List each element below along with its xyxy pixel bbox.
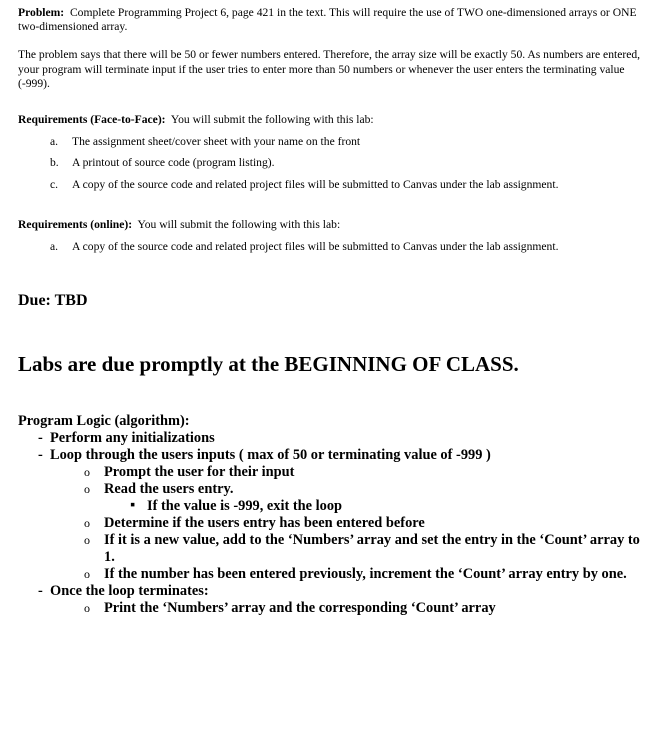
logic-substep-new-value: o If it is a new value, add to the ‘Numbers’ array and set the entry in the ‘Count’ array to 1. [84,532,640,566]
list-marker: c. [50,177,59,191]
list-marker: a. [50,240,59,254]
square-bullet: ▪ [130,497,136,514]
program-logic-title: Program Logic (algorithm): [18,413,190,430]
circle-bullet: o [84,465,90,480]
circle-bullet: o [84,567,90,582]
labs-notice: Labs are due promptly at the BEGINNING OF CLASS. [18,352,519,377]
requirements-f2f-text: You will submit the following with this lab: [170,113,374,127]
problem-text: Complete Programming Project 6, page 421 in the text. This will require the use of TWO one-dimensioned arrays or ONE two-dimensioned array. [18,6,637,34]
logic-substep-previous: o If the number has been entered previously, increment the ‘Count’ array entry by one. [84,566,627,583]
requirements-f2f-section [18,113,648,192]
list-item [18,135,648,149]
problem-paragraph [18,6,648,34]
circle-bullet: o [84,601,90,616]
list-item [18,178,648,192]
circle-bullet: o [84,533,90,548]
due-date: Due: TBD [18,292,88,310]
list-item-text: The assignment sheet/cover sheet with your name on the front [72,135,361,149]
logic-step-loop: - Loop through the users inputs ( max of 50 or terminating value of -999 ) [38,447,491,464]
dash-bullet: - [38,583,43,600]
requirements-online-text: You will submit the following with this lab: [137,217,341,231]
list-item-text: A copy of the source code and related project files will be submitted to Canvas under the lab assignment. [72,177,559,191]
requirements-online-section [18,218,648,254]
document-page [18,6,648,617]
description-paragraph: The problem says that there will be 50 or fewer numbers entered. Therefore, the array size will be exactly 50. As numbers are entered, your program will terminate input if the user tries to enter more than 50 numbers or whenever the user enters the terminating value (-999). [18,48,641,90]
list-item [18,240,648,254]
logic-step-once: - Once the loop terminates: [38,583,209,600]
requirements-online-list [18,240,648,254]
list-marker: a. [50,135,59,149]
requirements-online-heading [18,218,648,232]
list-item [18,156,648,170]
logic-substep-print: o Print the ‘Numbers’ array and the corresponding ‘Count’ array [84,600,496,617]
requirements-f2f-heading [18,113,648,127]
list-item-text: A printout of source code (program listing). [72,156,275,170]
logic-step-initialize: - Perform any initializations [38,430,215,447]
logic-substep-exit: ▪ If the value is -999, exit the loop [130,497,343,515]
dash-bullet: - [38,430,43,447]
program-logic-section [18,413,648,617]
circle-bullet: o [84,516,90,531]
problem-label: Problem: [18,6,65,19]
requirements-f2f-list [18,135,648,192]
dash-bullet: - [38,447,43,464]
requirements-f2f-label: Requirements (Face-to-Face): [18,113,166,127]
circle-bullet: o [84,482,90,497]
list-marker: b. [50,156,59,170]
logic-substep-prompt: o Prompt the user for their input [84,464,295,481]
list-item-text: A copy of the source code and related project files will be submitted to Canvas under the lab assignment. [72,240,559,254]
requirements-online-label: Requirements (online): [18,217,133,231]
logic-substep-determine: o Determine if the users entry has been entered before [84,515,425,532]
logic-substep-read: o Read the users entry. [84,481,234,498]
